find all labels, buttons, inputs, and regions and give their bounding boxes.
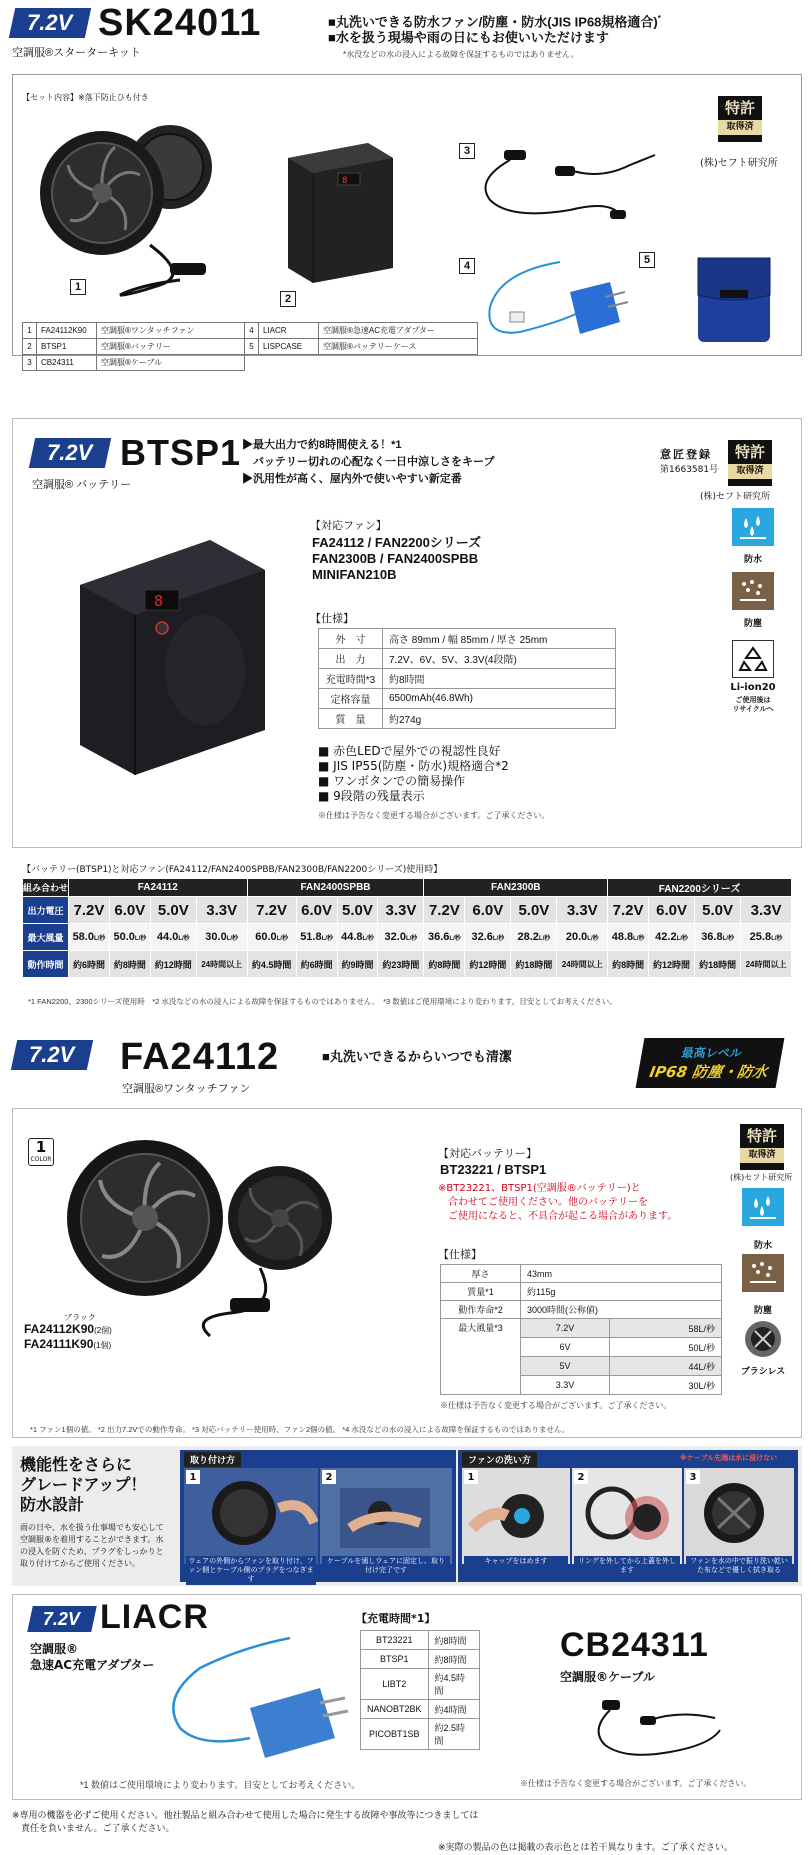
adapter-photo bbox=[160, 1628, 350, 1768]
product-model: BTSP1 bbox=[120, 432, 242, 473]
footer-note: ※専用の機器を必ずご使用ください。他社製品と組み合わせて使用した場合に発生する故障や事故等につきましては 責任を負いません。ご了承ください。 bbox=[12, 1811, 479, 1834]
table-row: 2 BTSP1 空調服®バッテリー 5 LISPCASE 空調服®バッテリーケース bbox=[23, 339, 478, 355]
step-caption: キャップをはめます bbox=[464, 1556, 568, 1567]
brushless-label: ブラシレス bbox=[740, 1367, 786, 1377]
color-name: ブラック bbox=[64, 1313, 96, 1322]
footer-note: ※実際の製品の色は掲載の表示色とは若干異なります。ご了承ください。 bbox=[438, 1843, 733, 1853]
dustproof-icon bbox=[742, 1254, 784, 1292]
fan-line: MINIFAN210B bbox=[312, 567, 397, 582]
spec-label: 【仕様】 bbox=[438, 1248, 482, 1261]
patent-owner: (株)セフト研究所 bbox=[730, 1173, 793, 1182]
product-subtitle: 急速AC充電アダプター bbox=[30, 1658, 155, 1672]
table-row: 最大風量*3 7.2V 58L/秒 bbox=[441, 1319, 722, 1338]
table-row: BTSP1 約8時間 bbox=[361, 1650, 480, 1669]
usage-title: 【バッテリー(BTSP1)と対応ファン(FA24112/FAN2400SPBB/FAN2300B/FAN2200シリーズ)使用時】 bbox=[22, 865, 443, 875]
charge-label: 【充電時間*1】 bbox=[356, 1612, 436, 1625]
item-number: 4 bbox=[459, 258, 475, 274]
step-caption: リングを外してから上蓋を外します bbox=[574, 1556, 680, 1576]
compatible-fans bbox=[312, 535, 481, 583]
promo-title: 機能性をさらに グレードアップ！ 防水設計 bbox=[20, 1457, 147, 1514]
waterproof-icon bbox=[732, 508, 774, 546]
fan-photo bbox=[60, 1138, 350, 1343]
feature-text: ▶最大出力で約8時間使える！*1 bbox=[242, 439, 402, 451]
voltage-badge: 7.2V bbox=[27, 1606, 97, 1632]
step-photo bbox=[684, 1468, 794, 1564]
item-number: 2 bbox=[280, 291, 296, 307]
case-illustration bbox=[690, 250, 780, 350]
table-row: 質 量 約274g bbox=[319, 709, 616, 729]
table-row: 最大風量 58.0L/秒 50.0L/秒 44.0L/秒 30.0L/秒 60.0L/秒 51.8L/秒 44.8L/秒 32.0L/秒 36.6L/秒 32.6L/秒 28.2L/秒 20.0L/秒 48.8L/秒 42.2L/秒 36.8L/秒 25.8L/秒 bbox=[23, 924, 792, 951]
patent-badge: 特許 取得済 bbox=[728, 440, 772, 486]
table-row: LIBT2 約4.5時間 bbox=[361, 1669, 480, 1700]
waterproof-label: 防水 bbox=[753, 1241, 772, 1251]
adapter-illustration bbox=[480, 252, 640, 352]
group-header: FAN2300B bbox=[424, 879, 608, 897]
table-row: 外 寸 高さ 89mm / 幅 85mm / 厚さ 25mm bbox=[319, 629, 616, 649]
ip68-badge: 最高レベル IP68 防塵・防水 bbox=[636, 1038, 785, 1088]
svg-text:8: 8 bbox=[342, 176, 348, 186]
step-photo bbox=[184, 1468, 318, 1564]
table-row: 厚さ 43mm bbox=[441, 1265, 722, 1283]
table-row: 出力電圧 7.2V 6.0V 5.0V 3.3V 7.2V 6.0V 5.0V 3.3V 7.2V 6.0V 5.0V 3.3V 7.2V 6.0V 5.0V 3.3V bbox=[23, 897, 792, 924]
table-row: 動作時間 約6時間 約8時間 約12時間 24時間以上 約4.5時間 約6時間 約9時間 約23時間 約8時間 約12時間 約18時間 24時間以上 約8時間 約12時間 約18時間 24時間以上 bbox=[23, 951, 792, 978]
product-model: CB24311 bbox=[560, 1626, 709, 1664]
product-model: LIACR bbox=[100, 1598, 209, 1636]
voltage-badge: 7.2V bbox=[9, 8, 91, 38]
step-number: 2 bbox=[574, 1470, 588, 1484]
table-row: 定格容量 6500mAh(46.8Wh) bbox=[319, 689, 616, 709]
patent-owner: (株)セフト研究所 bbox=[700, 158, 778, 169]
feature-text: バッテリー切れの心配なく一日中涼しさをキープ bbox=[242, 456, 495, 468]
design-number: 第1663581号 bbox=[660, 465, 719, 475]
spec-note: ※仕様は予告なく変更する場合がございます。ご了承ください。 bbox=[440, 1401, 672, 1410]
fan-line: FAN2300B / FAN2400SPBB bbox=[312, 551, 479, 566]
patent-owner: (株)セフト研究所 bbox=[700, 492, 771, 502]
patent-badge: 特許 取得済 bbox=[740, 1124, 784, 1170]
product-subtitle: 空調服®スターターキット bbox=[12, 47, 141, 59]
fan-line: FA24112 / FAN2200シリーズ bbox=[312, 535, 482, 550]
feature-text: ■水を扱う現場や雨の日にもお使いいただけます bbox=[328, 30, 609, 45]
battery-warning: ※BT23221、BTSP1(空調服®バッテリー)と 合わせてご使用ください。他のバッテリーを ご使用になると、不具合が起こる場合があります。 bbox=[438, 1183, 678, 1222]
table-row: BT23221 約8時間 bbox=[361, 1631, 480, 1650]
item-number: 3 bbox=[459, 143, 475, 159]
table-row: PICOBT1SB 約2.5時間 bbox=[361, 1719, 480, 1750]
table-row: 充電時間*3 約8時間 bbox=[319, 669, 616, 689]
table-row: 6V 50L/秒 bbox=[441, 1338, 722, 1357]
voltage-badge: 7.2V bbox=[29, 438, 111, 468]
dustproof-label: 防塵 bbox=[753, 1306, 772, 1316]
product-code: FA24111K90(1個) bbox=[24, 1337, 112, 1351]
set-contents-table bbox=[22, 322, 478, 371]
feature-text: ▶汎用性が高く、屋内外で使いやすい新定番 bbox=[242, 473, 462, 485]
feature-item: ■ JIS IP55(防塵・防水)規格適合*2 bbox=[318, 759, 509, 773]
product-model: SK24011 bbox=[98, 2, 262, 44]
compatible-battery: BT23221 / BTSP1 bbox=[440, 1162, 547, 1177]
fans-label: 【対応ファン】 bbox=[310, 519, 387, 532]
feature-text: ■丸洗いできるからいつでも清潔 bbox=[322, 1049, 512, 1064]
table-row: 質量*1 約115g bbox=[441, 1283, 722, 1301]
voltage-badge: 7.2V bbox=[11, 1040, 93, 1070]
howto-wash-label: ファンの洗い方 bbox=[462, 1452, 537, 1467]
battery-label: 【対応バッテリー】 bbox=[438, 1147, 537, 1160]
table-row: 5V 44L/秒 bbox=[441, 1357, 722, 1376]
product-subtitle: 空調服®ワンタッチファン bbox=[122, 1083, 251, 1095]
step-photo bbox=[572, 1468, 682, 1564]
table-row: 3 CB24311 空調服®ケーブル bbox=[23, 355, 478, 371]
table-row: 3.3V 30L/秒 bbox=[441, 1376, 722, 1395]
waterproof-label: 防水 bbox=[743, 555, 762, 565]
charge-note: *1 数値はご使用環境により変わります。目安としてお考えください。 bbox=[80, 1780, 361, 1790]
group-header: FA24112 bbox=[69, 879, 248, 897]
product-model: FA24112 bbox=[120, 1036, 280, 1078]
svg-text:8: 8 bbox=[154, 592, 164, 610]
howto-attach-label: 取り付け方 bbox=[184, 1452, 241, 1467]
set-contents-label: 【セット内容】※落下防止ひも付き bbox=[22, 93, 149, 102]
product-subtitle: 空調服® バッテリー bbox=[32, 479, 132, 491]
battery-photo bbox=[60, 530, 280, 780]
footnote: *1 ファン1個の値。 *2 出力7.2Vでの動作寿命。 *3 対応バッテリー使用時、ファン2個の値。 *4 水没などの水の浸入による故障を保証するものではありません。 bbox=[30, 1425, 570, 1434]
color-count-badge: 1 COLOR bbox=[28, 1138, 54, 1166]
table-row: 1 FA24112K90 空調服®ワンタッチファン 4 LIACR 空調服®急速AC充電アダプター bbox=[23, 323, 478, 339]
feature-item: ■ 赤色LEDで屋外での視認性良好 bbox=[318, 744, 501, 758]
step-caption: ウェアの外側からファンを取り付け、ファン側とケーブル側のプラグをつなぎます bbox=[186, 1556, 316, 1585]
step-number: 3 bbox=[686, 1470, 700, 1484]
charge-table bbox=[360, 1630, 480, 1750]
table-row: 出 力 7.2V、6V、5V、3.3V(4段階) bbox=[319, 649, 616, 669]
feature-text: ■丸洗いできる防水ファン/防塵・防水(JIS IP68規格適合)* bbox=[328, 14, 661, 30]
cable-illustration bbox=[470, 140, 670, 230]
product-subtitle: 空調服® bbox=[30, 1642, 79, 1656]
group-header: FAN2200シリーズ bbox=[608, 879, 792, 897]
cable-note: ※仕様は予告なく変更する場合がございます。ご了承ください。 bbox=[520, 1779, 752, 1788]
spec-note: ※仕様は予告なく変更する場合がございます。ご了承ください。 bbox=[318, 811, 550, 820]
battery-illustration bbox=[278, 138, 398, 288]
wash-warning: ※ケーブル先端は水に浸けない bbox=[680, 1454, 778, 1462]
usage-table bbox=[22, 878, 792, 978]
step-number: 1 bbox=[186, 1470, 200, 1484]
features-list bbox=[318, 744, 509, 804]
product-subtitle: 空調服®ケーブル bbox=[560, 1670, 655, 1684]
step-photo bbox=[320, 1468, 452, 1564]
cable-photo bbox=[590, 1690, 730, 1770]
recycle-label: ご使用後は リサイクルへ bbox=[732, 696, 774, 713]
promo-body: 雨の日や、水を扱う仕事場でも安心して空調服®を着用することができます。水の浸入を防ぐため、プラグをしっかりと取り付けてからご使用ください。 bbox=[20, 1523, 164, 1568]
feature-item: ■ 9段階の残量表示 bbox=[318, 789, 425, 803]
fa-spec-table bbox=[440, 1264, 722, 1395]
patent-badge: 特許 取得済 bbox=[718, 96, 762, 142]
dustproof-icon bbox=[732, 572, 774, 610]
design-registration: 意匠登録 bbox=[660, 448, 712, 461]
table-row: 動作寿命*2 3000時間(公称値) bbox=[441, 1301, 722, 1319]
product-code: FA24112K90(2個) bbox=[24, 1322, 112, 1336]
fan-illustration bbox=[30, 105, 250, 305]
item-number: 1 bbox=[70, 279, 86, 295]
table-row: NANOBT2BK 約4時間 bbox=[361, 1700, 480, 1719]
spec-table bbox=[318, 628, 616, 729]
waterproof-icon bbox=[742, 1188, 784, 1226]
disclaimer: *水没などの水の浸入による故障を保証するものではありません。 bbox=[343, 50, 579, 59]
recycle-icon bbox=[732, 640, 774, 678]
spec-label: 【仕様】 bbox=[310, 612, 354, 625]
corner-cell: 組み合わせ bbox=[23, 879, 69, 897]
usage-note: *1 FAN2200、2300シリーズ使用時 *2 水没などの水の浸入による故障を保証するものではありません。 *3 数値はご使用環境により変わります。目安としてお考えください。 bbox=[28, 997, 617, 1006]
brushless-icon bbox=[742, 1320, 784, 1358]
step-photo bbox=[462, 1468, 570, 1564]
li-ion-label: Li-ion20 bbox=[730, 682, 776, 693]
step-number: 1 bbox=[464, 1470, 478, 1484]
step-number: 2 bbox=[322, 1470, 336, 1484]
step-caption: ファンを水の中で振り洗い乾いた布などで優しく拭き取る bbox=[686, 1556, 792, 1576]
feature-item: ■ ワンボタンでの簡易操作 bbox=[318, 774, 466, 788]
group-header: FAN2400SPBB bbox=[247, 879, 424, 897]
item-number: 5 bbox=[639, 252, 655, 268]
step-caption: ケーブルを通しウェアに固定し、取り付け完了です bbox=[322, 1556, 450, 1576]
dustproof-label: 防塵 bbox=[743, 619, 762, 629]
